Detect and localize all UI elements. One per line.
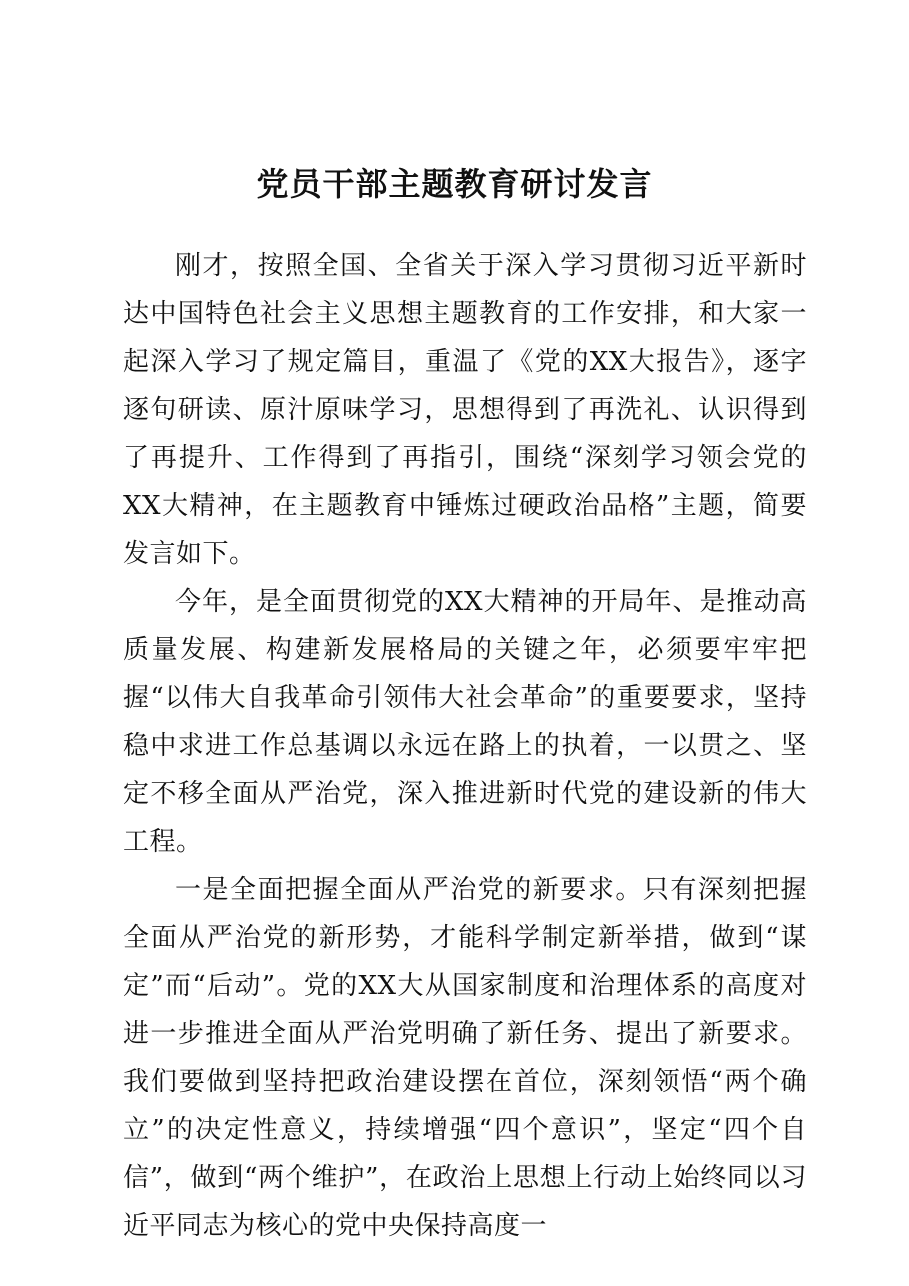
- paragraph-intro: 刚才，按照全国、全省关于深入学习贯彻习近平新时达中国特色社会主义思想主题教育的工作安排，和大家一起深入学习了规定篇目，重温了《党的XX大报告》，逐字逐句研读、原汁原味学习，思想得到了再洗礼、认识得到了再提升、工作得到了再指引，围绕“深刻学习领会党的XX大精神，在主题教育中锤炼过硬政治品格”主题，简要发言如下。: [123, 251, 807, 569]
- document-body: [123, 242, 807, 1250]
- document-title: 党员干部主题教育研讨发言: [256, 165, 653, 203]
- paragraph-point-one: 一是全面把握全面从严治党的新要求。只有深刻把握全面从严治党的新形势，才能科学制定新举措，做到“谋定”而“后动”。党的XX大从国家制度和治理体系的高度对进一步推进全面从严治党明确了新任务、提出了新要求。我们要做到坚持把政治建设摆在首位，深刻领悟“两个确立”的决定性意义，持续增强“四个意识”，坚定“四个自信”，做到“两个维护”，在政治上思想上行动上始终同以习近平同志为核心的党中央保持高度一: [123, 875, 807, 1241]
- paragraph-this-year: 今年，是全面贯彻党的XX大精神的开局年、是推动高质量发展、构建新发展格局的关键之年，必须要牢牢把握“以伟大自我革命引领伟大社会革命”的重要要求，坚持稳中求进工作总基调以永远在路上的执着，一以贯之、坚定不移全面从严治党，深入推进新时代党的建设新的伟大工程。: [123, 587, 807, 857]
